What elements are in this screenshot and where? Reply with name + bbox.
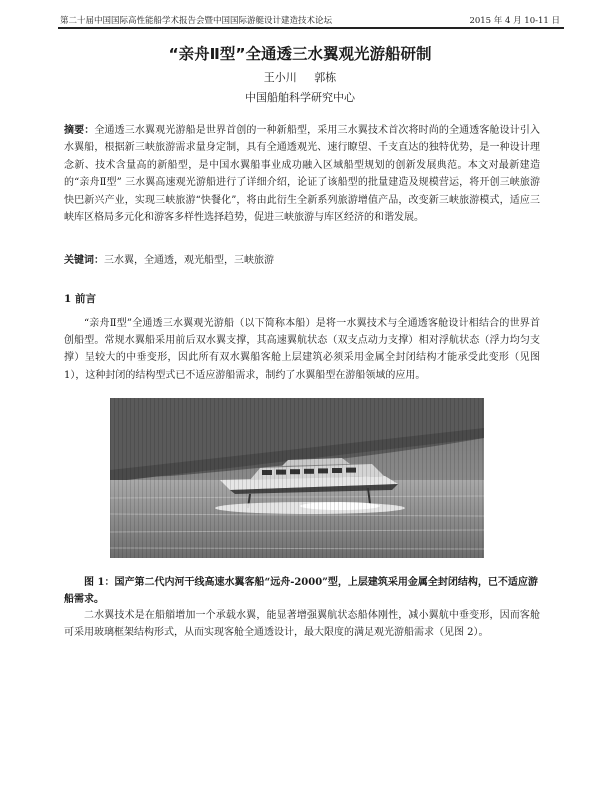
- conference-date: 2015 年 4 月 10-11 日: [469, 16, 560, 26]
- author-list: [0, 69, 600, 85]
- body-paragraph: 二水翼技术是在船艏增加一个承载水翼，能显著增强翼航状态船体刚性，减小翼航中垂变形，因而客舱可采用玻璃框架结构形式，从而实现客舱全通透设计，最大限度的满足观光游船需求（见图 2）。: [64, 610, 540, 639]
- conference-name: 第二十届中国国际高性能船学术报告会暨中国国际游艇设计建造技术论坛: [60, 16, 333, 26]
- abstract-text: 全通透三水翼观光游船是世界首创的一种新船型，采用三水翼技术首次将时尚的全通透客舱设计引入水翼船，根据新三峡旅游需求量身定制，具有全通透观光、速行瞭望、千支直达的独特优势，是一种设计理念新、技术含量高的新船型，是中国水翼船事业成功融入区域船型规划的创新发展典范。本文对最新建造的“亲舟Ⅱ型” 三水翼高速观光游船进行了详细介绍，论证了该船型的批量建造及规模营运，将开创三峡旅游快巴新兴产业，实现三峡旅游“快餐化”，将由此衍生全新系列旅游增值产品，改变新三峡旅游模式，适应三峡库区格局多元化和游客多样性选择趋势，促进三峡旅游与库区经济的和谐发展。: [64, 125, 541, 224]
- section-heading: 1 前言: [64, 293, 96, 305]
- intro-paragraph: “亲舟Ⅱ型”全通透三水翼观光游船（以下简称本船）是将一水翼技术与全通透客舱设计相结合的世界首创船型。常规水翼船采用前后双水翼支撑，其高速翼航状态（双支点动力支撑）相对浮航状态（浮力均匀支撑）呈较大的中垂变形，因此所有双水翼船客舱上层建筑必须采用金属全封闭结构才能承受此变形（见图 1），这种封闭的结构型式已不适应游船需求，制约了水翼船型在游船领域的应用。: [64, 318, 540, 381]
- author-name: 郭栋: [314, 71, 337, 84]
- abstract-label: 摘要：: [64, 125, 95, 136]
- keywords-label: 关键词：: [64, 255, 104, 266]
- header-rule: [58, 27, 564, 29]
- running-header: [60, 14, 560, 28]
- institution: 中国船舶科学研究中心: [245, 91, 355, 104]
- figure-hydrofoil-photo: [110, 398, 484, 558]
- abstract: [64, 122, 540, 226]
- keywords-text: 三水翼，全通透，观光船型，三峡旅游: [104, 255, 274, 266]
- author-name: 王小川: [263, 71, 297, 84]
- figure-caption: 图 1：国产第二代内河干线高速水翼客船“远舟-2000”型，上层建筑采用金属全封闭结构，已不适应游船需求。: [64, 577, 538, 605]
- keywords: [64, 252, 540, 269]
- paper-title: “亲舟Ⅱ型”全通透三水翼观光游船研制: [168, 45, 432, 63]
